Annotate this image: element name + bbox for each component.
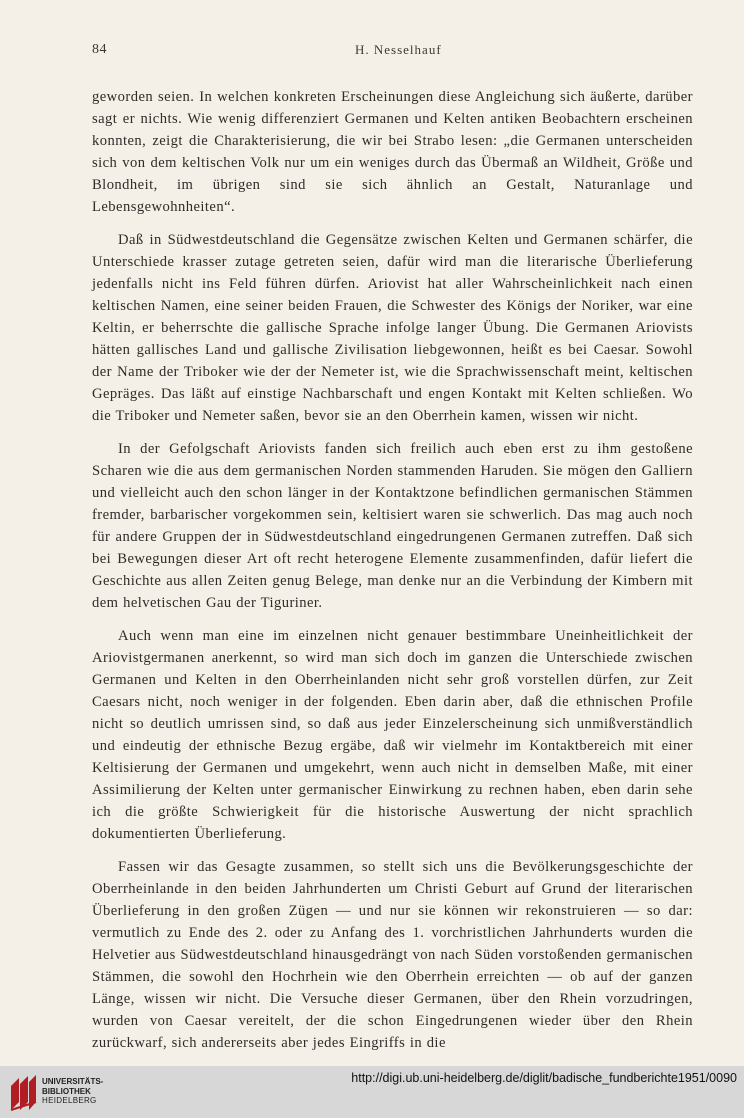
library-line-1: UNIVERSITÄTS- — [42, 1077, 104, 1086]
university-library-logo-icon — [8, 1072, 38, 1112]
paragraph-3: In der Gefolgschaft Ariovists fanden sich freilich auch eben erst zu ihm gestoßene Scharen wie die aus dem germanischen Norden stammenden Haruden. Sie mögen den Galliern und vielleicht auch den schon länger in der Kontaktzone befindlichen germanischen Stämmen fremder, barbarischer vorgekommen sein, keltisiert waren sie schwerlich. Das mag auch noch für andere Gruppen der in Südwestdeutschland eingedrungenen Germanen zutreffen. Daß sich bei Bewegungen dieser Art oft recht heterogene Elemente zusammenfinden, dafür liefert die Geschichte aus allen Zeiten genug Belege, man denke nur an die Verbindung der Kimbern mit dem helvetischen Gau der Tiguriner. — [92, 441, 693, 611]
body-text — [92, 86, 693, 1065]
source-url[interactable]: http://digi.ub.uni-heidelberg.de/diglit/badische_fundberichte1951/0090 — [351, 1071, 737, 1085]
library-line-3: HEIDELBERG — [42, 1096, 97, 1105]
viewer-footer — [0, 1066, 744, 1118]
library-name — [42, 1077, 103, 1106]
library-line-2: BIBLIOTHEK — [42, 1086, 91, 1096]
paragraph-4: Auch wenn man eine im einzelnen nicht genauer bestimmbare Uneinheitlichkeit der Ariovistgermanen anerkennt, so wird man sich doch im ganzen die Unterschiede zwischen Germanen und Kelten in den Oberrheinlanden nicht sehr groß vorstellen dürfen, zur Zeit Caesars nicht, noch weniger in der folgenden. Eben darin aber, daß die ethnischen Profile nicht so deutlich umrissen sind, so daß aus jeder Einzelerscheinung sich unmißverständlich und eindeutig der ethnische Bezug ergäbe, daß wir vielmehr im Kontaktbereich mit einer Keltisierung der Germanen und umgekehrt, wenn auch nicht in demselben Maße, mit einer Assimilierung der Kelten unter germanischer Einwirkung zu rechnen haben, eben darin sehe ich die größte Schwierigkeit für die historische Auswertung der nicht sprachlich dokumentierten Überlieferung. — [92, 628, 693, 842]
paragraph-5: Fassen wir das Gesagte zusammen, so stellt sich uns die Bevölkerungsgeschichte der Oberrheinlande in den beiden Jahrhunderten um Christi Geburt auf Grund der literarischen Überlieferung in den großen Zügen — und nur sie können wir rekonstruieren — so dar: vermutlich zu Ende des 2. oder zu Anfang des 1. vorchristlichen Jahrhunderts wurden die Helvetier aus Südwestdeutschland hinausgedrängt von nach Süden vorstoßenden germanischen Stämmen, die sowohl den Hochrhein wie den Oberrhein erreichten — ob auf der ganzen Länge, wissen wir nicht. Die Versuche dieser Germanen, über den Rhein vorzudringen, wurden von Caesar vereitelt, der die schon Eingedrungenen wieder über den Rhein zurückwarf, sich andererseits aber jedes Eingriffs in die — [92, 859, 693, 1051]
paragraph-2: Daß in Südwestdeutschland die Gegensätze zwischen Kelten und Germanen schärfer, die Unterschiede krasser zutage getreten seien, dafür wird man die literarische Überlieferung jedenfalls nicht ins Feld führen dürfen. Ariovist hat aller Wahrscheinlichkeit nach einen keltischen Namen, eine seiner beiden Frauen, die Schwester des Königs der Noriker, war eine Keltin, er beherrschte die gallische Sprache infolge langer Übung. Die Germanen Ariovists hätten gallisches Land und gallische Zivilisation liebgewonnen, heißt es bei Caesar. Sowohl der Name der Triboker wie der der Nemeter ist, wie die Sprachwissenschaft meint, keltischen Gepräges. Das läßt auf einstige Nachbarschaft und engen Kontakt mit Kelten schließen. Wo die Triboker und Nemeter saßen, bevor sie an den Oberrhein kamen, wissen wir nicht. — [92, 232, 693, 424]
running-head: H. Nesselhauf — [355, 42, 442, 57]
page-header — [92, 42, 692, 62]
page-number: 84 — [92, 42, 107, 57]
paragraph-1: geworden seien. In welchen konkreten Erscheinungen diese Angleichung sich äußerte, darüber sagt er nichts. Wie wenig differenziert Germanen und Kelten antiken Beobachtern erscheinen konnten, zeigt die Charakterisierung, die wir bei Strabo lesen: „die Germanen unterscheiden sich von dem keltischen Volk nur um ein weniges durch das Übermaß an Wildheit, Größe und Blondheit, im übrigen sind sie sich ähnlich an Gestalt, Naturanlage und Lebensgewohnheiten“. — [92, 89, 693, 215]
